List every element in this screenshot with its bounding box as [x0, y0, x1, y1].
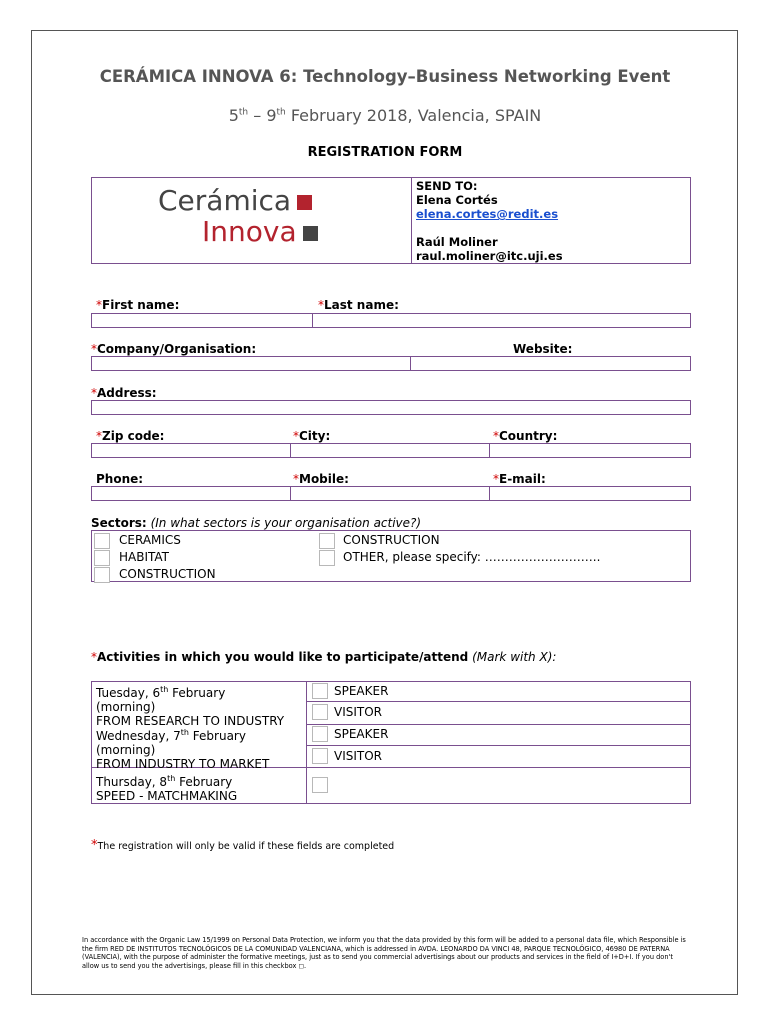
- day1-label: Tuesday, 6th February (morning) FROM RESEARCH TO INDUSTRY: [96, 685, 285, 728]
- contact2-name: Raúl Moliner: [416, 235, 498, 249]
- activities-col-divider: [306, 681, 307, 804]
- sector-label: HABITAT: [119, 550, 170, 564]
- day2-visitor-checkbox[interactable]: [312, 748, 328, 764]
- phone-label: Phone:: [96, 472, 144, 486]
- last-name-input[interactable]: [312, 313, 691, 328]
- company-label: *Company/Organisation:: [91, 342, 257, 356]
- country-label: *Country:: [493, 429, 558, 443]
- sector-checkbox[interactable]: [94, 550, 110, 566]
- address-input[interactable]: [91, 400, 691, 415]
- logo-line2: Innova: [202, 215, 318, 248]
- day2-speaker-option: SPEAKER: [312, 726, 388, 742]
- required-note: *The registration will only be valid if these fields are completed: [91, 838, 395, 853]
- email-input[interactable]: [489, 486, 691, 501]
- contact2-email: raul.moliner@itc.uji.es: [416, 249, 563, 263]
- event-dates: 5th – 9th February 2018, Valencia, SPAIN: [228, 106, 542, 125]
- day2-speaker-checkbox[interactable]: [312, 726, 328, 742]
- sector-checkbox[interactable]: [319, 550, 335, 566]
- website-input[interactable]: [410, 356, 691, 371]
- sectors-left: [94, 532, 216, 583]
- email-label: *E-mail:: [493, 472, 546, 486]
- form-title: REGISTRATION FORM: [307, 145, 463, 160]
- logo-line1: Cerámica: [158, 184, 318, 217]
- phone-input[interactable]: [91, 486, 291, 501]
- zip-label: *Zip code:: [96, 429, 165, 443]
- day1-speaker-checkbox[interactable]: [312, 683, 328, 699]
- day2-visitor-option: VISITOR: [312, 748, 382, 764]
- sector-checkbox[interactable]: [94, 533, 110, 549]
- sector-label: CERAMICS: [119, 533, 181, 547]
- activities-subrow-divider: [306, 724, 691, 725]
- sector-label: OTHER, please specify: ………………………..: [343, 550, 601, 564]
- day2-label: Wednesday, 7th February (morning) FROM INDUSTRY TO MARKET: [96, 728, 270, 771]
- mobile-label: *Mobile:: [293, 472, 349, 486]
- sector-checkbox[interactable]: [319, 533, 335, 549]
- contact1-name: Elena Cortés: [416, 193, 498, 207]
- sector-label: CONSTRUCTION: [119, 567, 216, 581]
- sector-label: CONSTRUCTION: [343, 533, 440, 547]
- last-name-label: *Last name:: [318, 298, 399, 312]
- day3-checkbox[interactable]: [312, 777, 328, 793]
- send-to-block: [416, 179, 563, 263]
- day1-visitor-checkbox[interactable]: [312, 704, 328, 720]
- country-input[interactable]: [489, 443, 691, 458]
- event-title: CERÁMICA INNOVA 6: Technology–Business Networking Event: [99, 67, 671, 86]
- company-input[interactable]: [91, 356, 411, 371]
- sector-checkbox[interactable]: [94, 567, 110, 583]
- activities-heading: *Activities in which you would like to participate/attend (Mark with X):: [91, 650, 557, 664]
- zip-input[interactable]: [91, 443, 291, 458]
- first-name-label: *First name:: [96, 298, 180, 312]
- day1-visitor-option: VISITOR: [312, 704, 382, 720]
- day3-option: [312, 777, 328, 793]
- address-label: *Address:: [91, 386, 157, 400]
- privacy-footer: In accordance with the Organic Law 15/1999 on Personal Data Protection, we inform you that the data provided by this form will be added to a personal data file, which Responsible is the firm RED DE INSTITUTOS TECNOLÓGICOS DE LA COMUNIDAD VALENCIANA, which is addressed in AVDA. LEONARDO DA VINCI 48, PARQUE TECNOLÓGICO, 46980 DE PATERNA (VALENCIA), with the purpose of administer the formative meetings, just as to send you commercial advertisings about our products and services in the field of I+D+I. If you don't allow us to send you the advertisings, please fill in this checkbox ◻.: [82, 936, 686, 970]
- first-name-input[interactable]: [91, 313, 313, 328]
- logo: [158, 184, 318, 248]
- logo-red-square: [297, 195, 312, 210]
- city-label: *City:: [293, 429, 331, 443]
- logo-grey-square: [303, 226, 318, 241]
- day1-speaker-option: SPEAKER: [312, 683, 388, 699]
- contact1-email[interactable]: elena.cortes@redit.es: [416, 207, 559, 221]
- send-to-label: SEND TO:: [416, 179, 478, 193]
- header-box-divider: [411, 177, 412, 264]
- city-input[interactable]: [290, 443, 490, 458]
- sectors-right: [319, 532, 600, 566]
- mobile-input[interactable]: [290, 486, 490, 501]
- activities-subrow-divider: [306, 745, 691, 746]
- sectors-heading: Sectors: (In what sectors is your organisation active?): [91, 516, 422, 530]
- activities-subrow-divider: [306, 701, 691, 702]
- day3-label: Thursday, 8th February SPEED - MATCHMAKING: [96, 774, 238, 803]
- website-label: Website:: [513, 342, 573, 356]
